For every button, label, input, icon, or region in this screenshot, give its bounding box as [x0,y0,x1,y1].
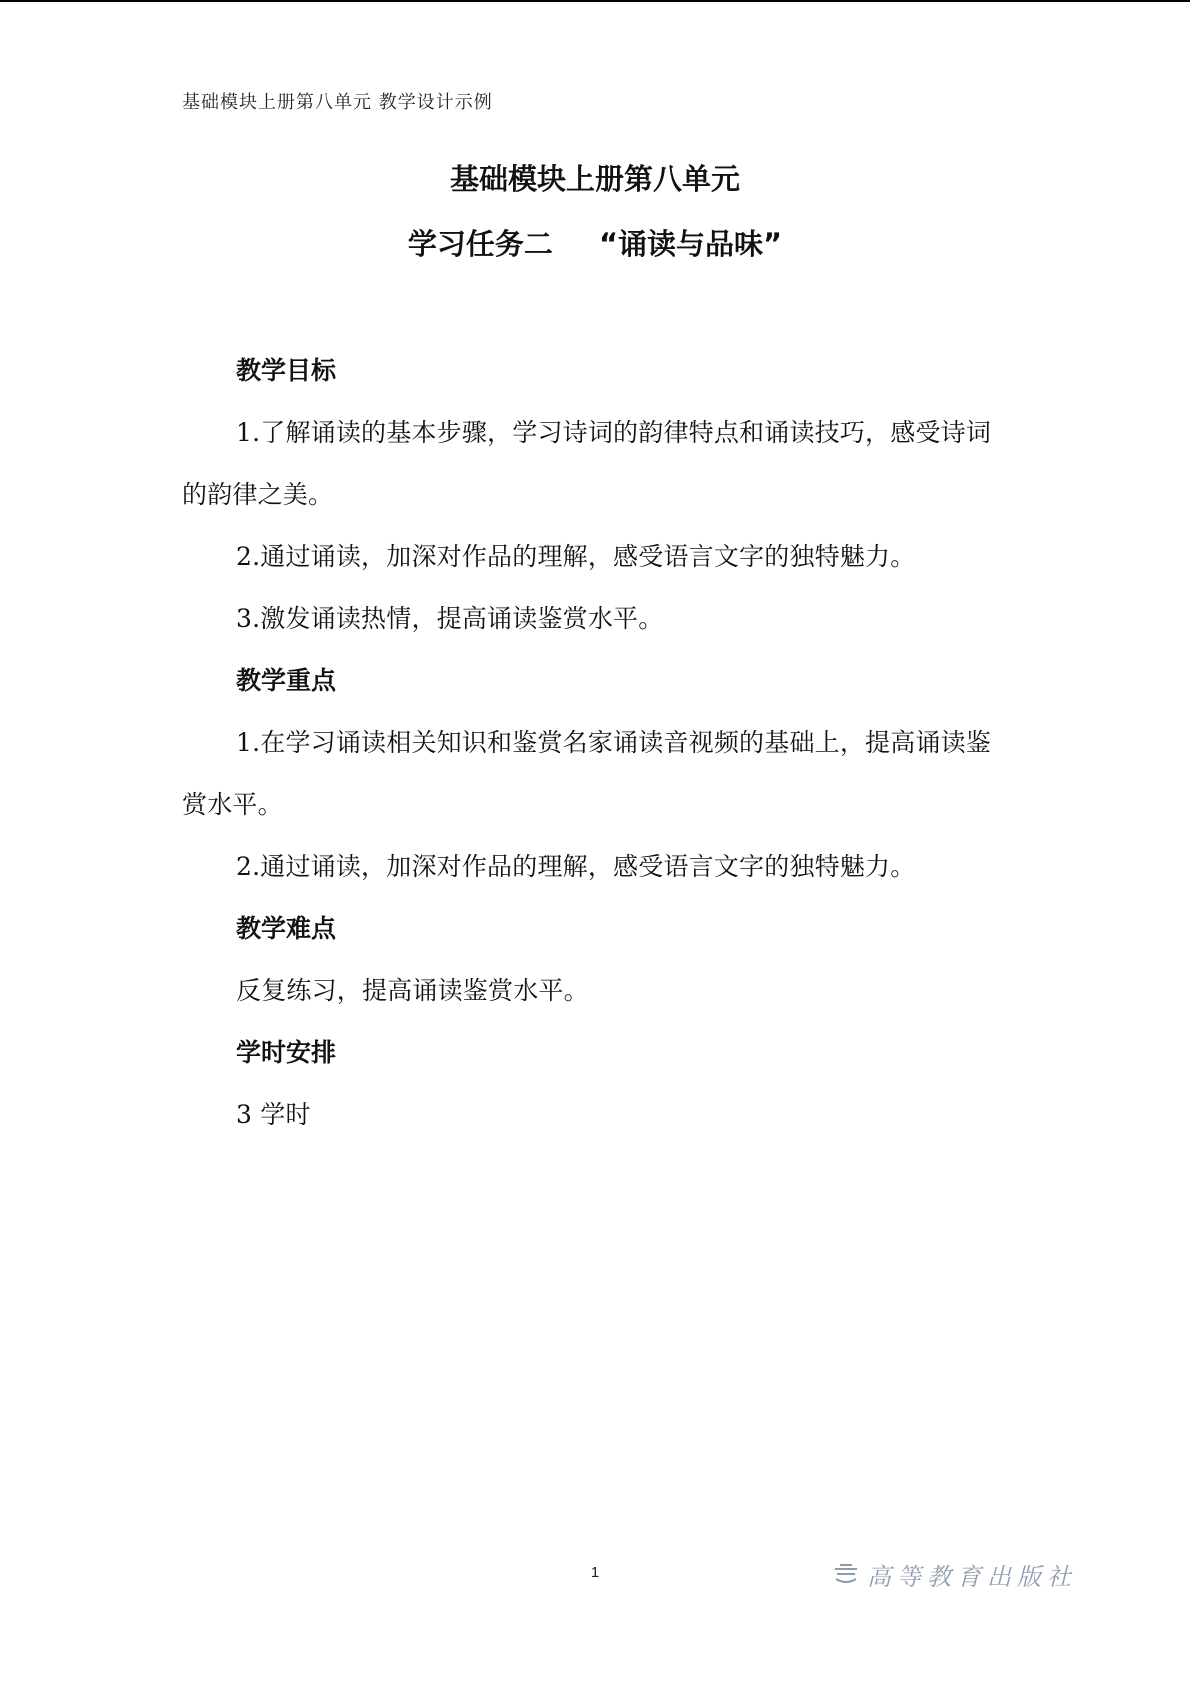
running-header: 基础模块上册第八单元 教学设计示例 [182,92,493,113]
section-heading: 教学重点 [236,666,337,695]
document-subtitle [0,222,1190,263]
publisher-logo [833,1557,1077,1592]
paragraph: 反复练习，提高诵读鉴赏水平。 [236,976,589,1005]
document-body [182,340,1012,1146]
document-title: 基础模块上册第八单元 [449,162,740,196]
section-key-points [182,650,1012,898]
section-objectives [182,340,1012,650]
task-label: 学习任务二 [407,227,553,261]
publisher-logo-icon [833,1563,859,1587]
section-heading: 学时安排 [236,1038,337,1067]
paragraph: 1.了解诵读的基本步骤，学习诗词的韵律特点和诵读技巧，感受诗词的韵律之美。 [182,418,992,509]
paragraph: 2.通过诵读，加深对作品的理解，感受语言文字的独特魅力。 [236,542,916,571]
top-border [0,0,1190,2]
section-heading: 教学目标 [236,356,337,385]
section-difficulties [182,898,1012,1022]
section-schedule [182,1022,1012,1146]
paragraph: 2.通过诵读，加深对作品的理解，感受语言文字的独特魅力。 [236,852,916,881]
publisher-name: 高等教育出版社 [867,1563,1077,1591]
paragraph: 1.在学习诵读相关知识和鉴赏名家诵读音视频的基础上，提高诵读鉴赏水平。 [182,728,992,819]
section-heading: 教学难点 [236,914,337,943]
paragraph: 3.激发诵读热情，提高诵读鉴赏水平。 [236,604,664,633]
paragraph: 3 学时 [236,1100,311,1129]
page-number: 1 [590,1564,600,1581]
task-name: “诵读与品味” [598,227,783,261]
